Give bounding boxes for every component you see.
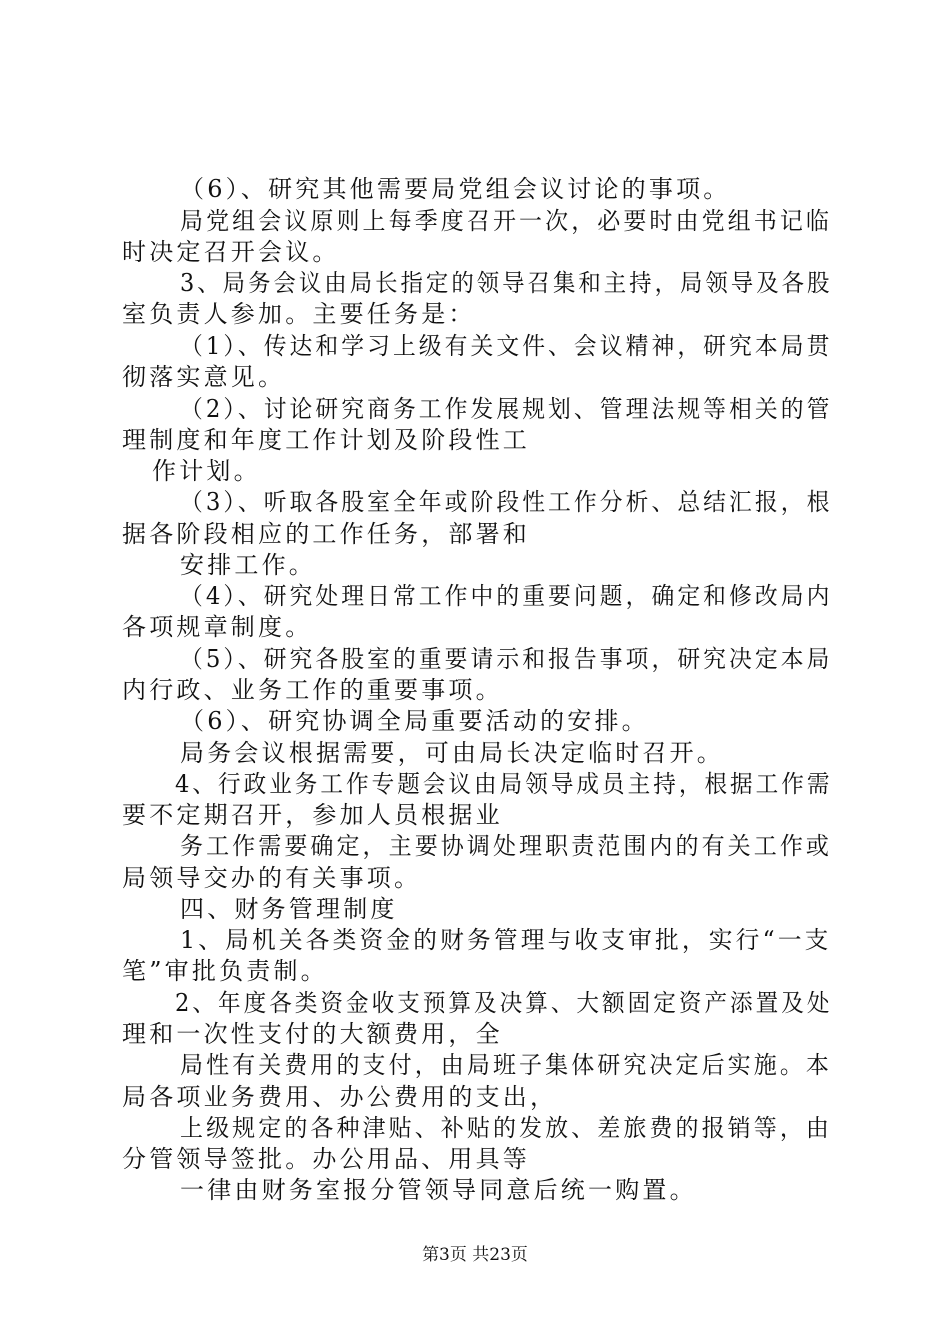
text-line: （5）、研究各股室的重要请示和报告事项，研究决定本局	[180, 645, 833, 673]
text-line: 作计划。	[152, 457, 261, 485]
text-line: 分管领导签批。办公用品、用具等	[122, 1145, 530, 1173]
text-line: 2、年度各类资金收支预算及决算、大额固定资产添置及处	[175, 989, 833, 1017]
text-line: （1）、传达和学习上级有关文件、会议精神，研究本局贯	[180, 332, 833, 360]
text-line: 务工作需要确定，主要协调处理职责范围内的有关工作或	[180, 832, 832, 860]
text-line: 上级规定的各种津贴、补贴的发放、差旅费的报销等，由	[180, 1114, 832, 1142]
text-line: 4、行政业务工作专题会议由局领导成员主持，根据工作需	[175, 770, 833, 798]
text-line: 3、局务会议由局长指定的领导召集和主持，局领导及各股	[180, 269, 833, 297]
text-line: 笔”审批负责制。	[122, 957, 328, 985]
text-line: 局性有关费用的支付，由局班子集体研究决定后实施。本	[180, 1051, 832, 1079]
text-line: （4）、研究处理日常工作中的重要问题，确定和修改局内	[180, 582, 833, 610]
text-line: 局领导交办的有关事项。	[122, 864, 422, 892]
text-line: 局务会议根据需要，可由局长决定临时召开。	[180, 739, 724, 767]
text-line: （3）、听取各股室全年或阶段性工作分析、总结汇报，根	[180, 488, 833, 516]
page-number: 第3页 共23页	[422, 1245, 528, 1265]
text-line: 理和一次性支付的大额费用，全	[122, 1020, 503, 1048]
text-line: 1、局机关各类资金的财务管理与收支审批，实行“一支	[180, 926, 832, 954]
text-line: （6）、研究协调全局重要活动的安排。	[180, 707, 649, 735]
text-line: 据各阶段相应的工作任务，部署和	[122, 520, 530, 548]
text-line: （6）、研究其他需要局党组会议讨论的事项。	[180, 175, 731, 203]
text-line: 局党组会议原则上每季度召开一次，必要时由党组书记临	[180, 207, 832, 235]
text-line: 理制度和年度工作计划及阶段性工	[122, 426, 530, 454]
text-line: 一律由财务室报分管领导同意后统一购置。	[180, 1176, 697, 1204]
text-line: 局各项业务费用、办公费用的支出，	[122, 1083, 558, 1111]
text-line: （2）、讨论研究商务工作发展规划、管理法规等相关的管	[180, 395, 833, 423]
text-line: 彻落实意见。	[122, 363, 286, 391]
text-line: 时决定召开会议。	[122, 238, 340, 266]
text-line: 各项规章制度。	[122, 613, 313, 641]
text-line: 安排工作。	[180, 551, 316, 579]
text-line: 要不定期召开，参加人员根据业	[122, 801, 503, 829]
text-line: 室负责人参加。主要任务是：	[122, 300, 476, 328]
section-heading: 四、财务管理制度	[180, 895, 398, 923]
text-line: 内行政、业务工作的重要事项。	[122, 676, 503, 704]
